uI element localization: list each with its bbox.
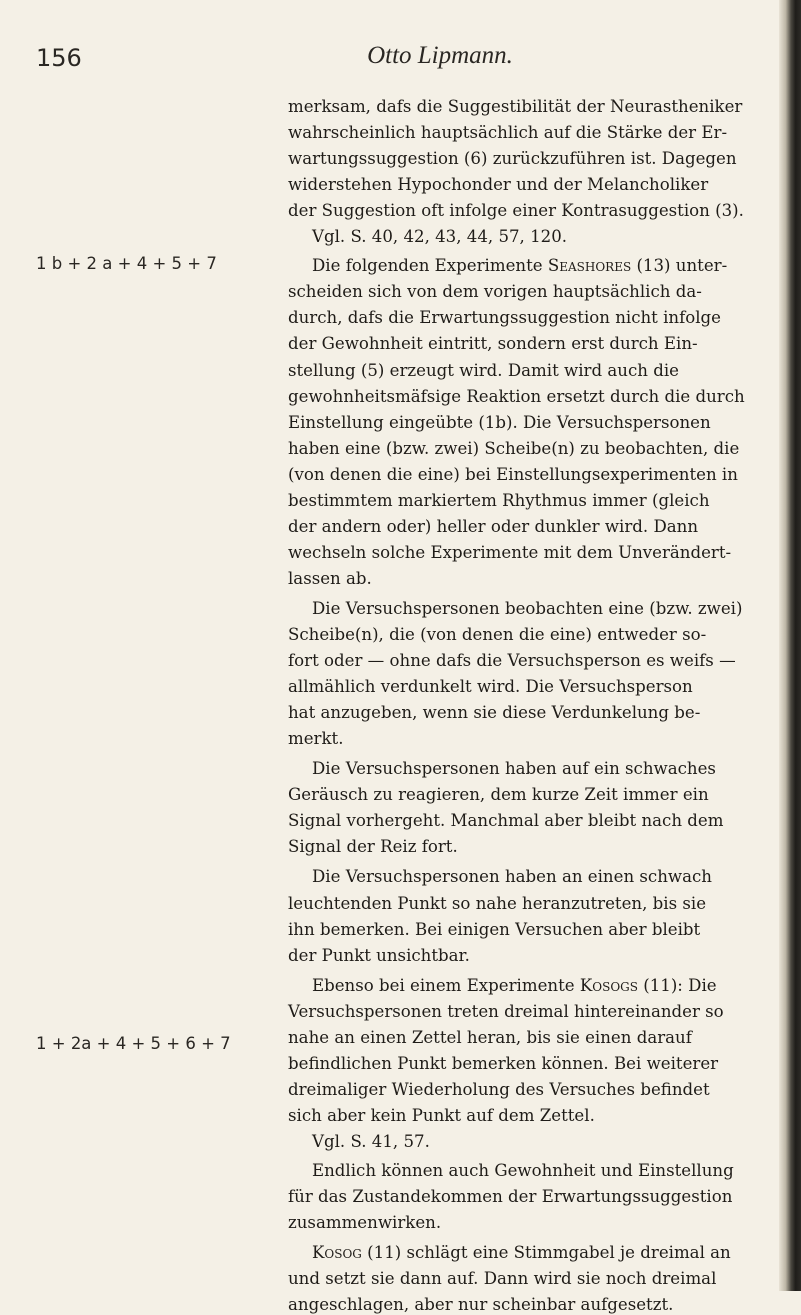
running-head: Otto Lipmann. — [367, 42, 513, 69]
text-line: Vgl. S. 40, 42, 43, 44, 57, 120. — [312, 227, 568, 247]
text-line: Signal vorhergeht. Manchmal aber bleibt nach dem — [288, 811, 724, 831]
text-line: Ebenso bei einem Experimente Kosogs (11): Die — [312, 975, 717, 995]
text-line: leuchtenden Punkt so nahe heranzutreten, bis sie — [288, 893, 707, 913]
text-line: haben eine (bzw. zwei) Scheibe(n) zu beobachten, die — [288, 438, 740, 458]
text-line: Kosog (11) schlägt eine Stimmgabel je dreimal an — [312, 1243, 731, 1263]
text-line: merkt. — [288, 729, 344, 749]
text-line: Die Versuchspersonen haben an einen schwach — [312, 867, 712, 887]
text-line: wechseln solche Experimente mit dem Unverändert- — [288, 542, 732, 562]
text-line: Geräusch zu reagieren, dem kurze Zeit immer ein — [288, 785, 709, 805]
text-line: angeschlagen, aber nur scheinbar aufgesetzt. — [288, 1295, 674, 1315]
text-line: lassen ab. — [288, 568, 372, 588]
page-edge-scan-strip — [779, 0, 801, 1291]
text-line: durch, dafs die Erwartungssuggestion nicht infolge — [288, 308, 722, 328]
author-name: Kosog — [312, 1243, 362, 1263]
text-line: und setzt sie dann auf. Dann wird sie noch dreimal — [288, 1269, 717, 1289]
text-line: nahe an einen Zettel heran, bis sie einen darauf — [288, 1027, 692, 1047]
text-line: hat anzugeben, wenn sie diese Verdunkelung be- — [288, 703, 701, 723]
text-line: stellung (5) erzeugt wird. Damit wird auch die — [288, 360, 679, 380]
text-line: dreimaliger Wiederholung des Versuches befindet — [288, 1079, 710, 1099]
text-line: wahrscheinlich hauptsächlich auf die Stärke der Er- — [288, 123, 728, 143]
text-line: der Gewohnheit eintritt, sondern erst durch Ein- — [288, 334, 698, 354]
text-line: der andern oder) heller oder dunkler wird. Dann — [288, 516, 699, 536]
text-line: Endlich können auch Gewohnheit und Einstellung — [312, 1161, 734, 1180]
text-line: zusammenwirken. — [288, 1213, 442, 1233]
text-line: merksam, dafs die Suggestibilität der Neurastheniker — [288, 97, 743, 116]
text-line: sich aber kein Punkt auf dem Zettel. — [288, 1105, 595, 1125]
text-line: widerstehen Hypochonder und der Melancholiker — [288, 175, 709, 195]
text-line: wartungssuggestion (6) zurückzuführen ist. Dagegen — [288, 149, 737, 169]
text-line: der Suggestion oft infolge einer Kontrasuggestion (3). — [288, 201, 744, 221]
text-line: ihn bemerken. Bei einigen Versuchen aber bleibt — [288, 919, 701, 939]
text-line: befindlichen Punkt bemerken können. Bei weiterer — [288, 1053, 719, 1073]
text-line: Einstellung eingeübte (1b). Die Versuchspersonen — [288, 412, 711, 432]
text-line: Scheibe(n), die (von denen die eine) entweder so- — [288, 625, 707, 644]
text-line: für das Zustandekommen der Erwartungssuggestion — [288, 1187, 733, 1207]
text-line: Signal der Reiz fort. — [288, 837, 458, 857]
text-line: Die Versuchspersonen beobachten eine (bzw. zwei) — [312, 598, 743, 618]
text-line: Versuchspersonen treten dreimal hintereinander so — [288, 1001, 724, 1021]
margin-note-1: 1 b + 2 a + 4 + 5 + 7 — [36, 254, 217, 273]
text-line: Die folgenden Experimente Seashores (13) unter- — [312, 256, 728, 276]
text-line: allmählich verdunkelt wird. Die Versuchsperson — [288, 677, 693, 697]
text-line: bestimmtem markiertem Rhythmus immer (gleich — [288, 490, 710, 510]
text-line: Die Versuchspersonen haben auf ein schwaches — [312, 759, 716, 779]
text-line: gewohnheitsmäfsige Reaktion ersetzt durch die durch — [288, 386, 745, 406]
author-name: Seashores — [547, 256, 632, 276]
text-line: Vgl. S. 41, 57. — [312, 1131, 430, 1151]
text-line: scheiden sich von dem vorigen hauptsächlich da- — [288, 282, 702, 302]
text-line: fort oder — ohne dafs die Versuchsperson es weifs — — [288, 651, 736, 671]
text-line: der Punkt unsichtbar. — [288, 945, 470, 965]
author-name: Kosogs — [579, 975, 638, 995]
text-line: (von denen die eine) bei Einstellungsexperimenten in — [288, 464, 738, 484]
margin-note-2: 1 + 2a + 4 + 5 + 6 + 7 — [36, 1034, 231, 1053]
page-number: 156 — [36, 44, 82, 72]
